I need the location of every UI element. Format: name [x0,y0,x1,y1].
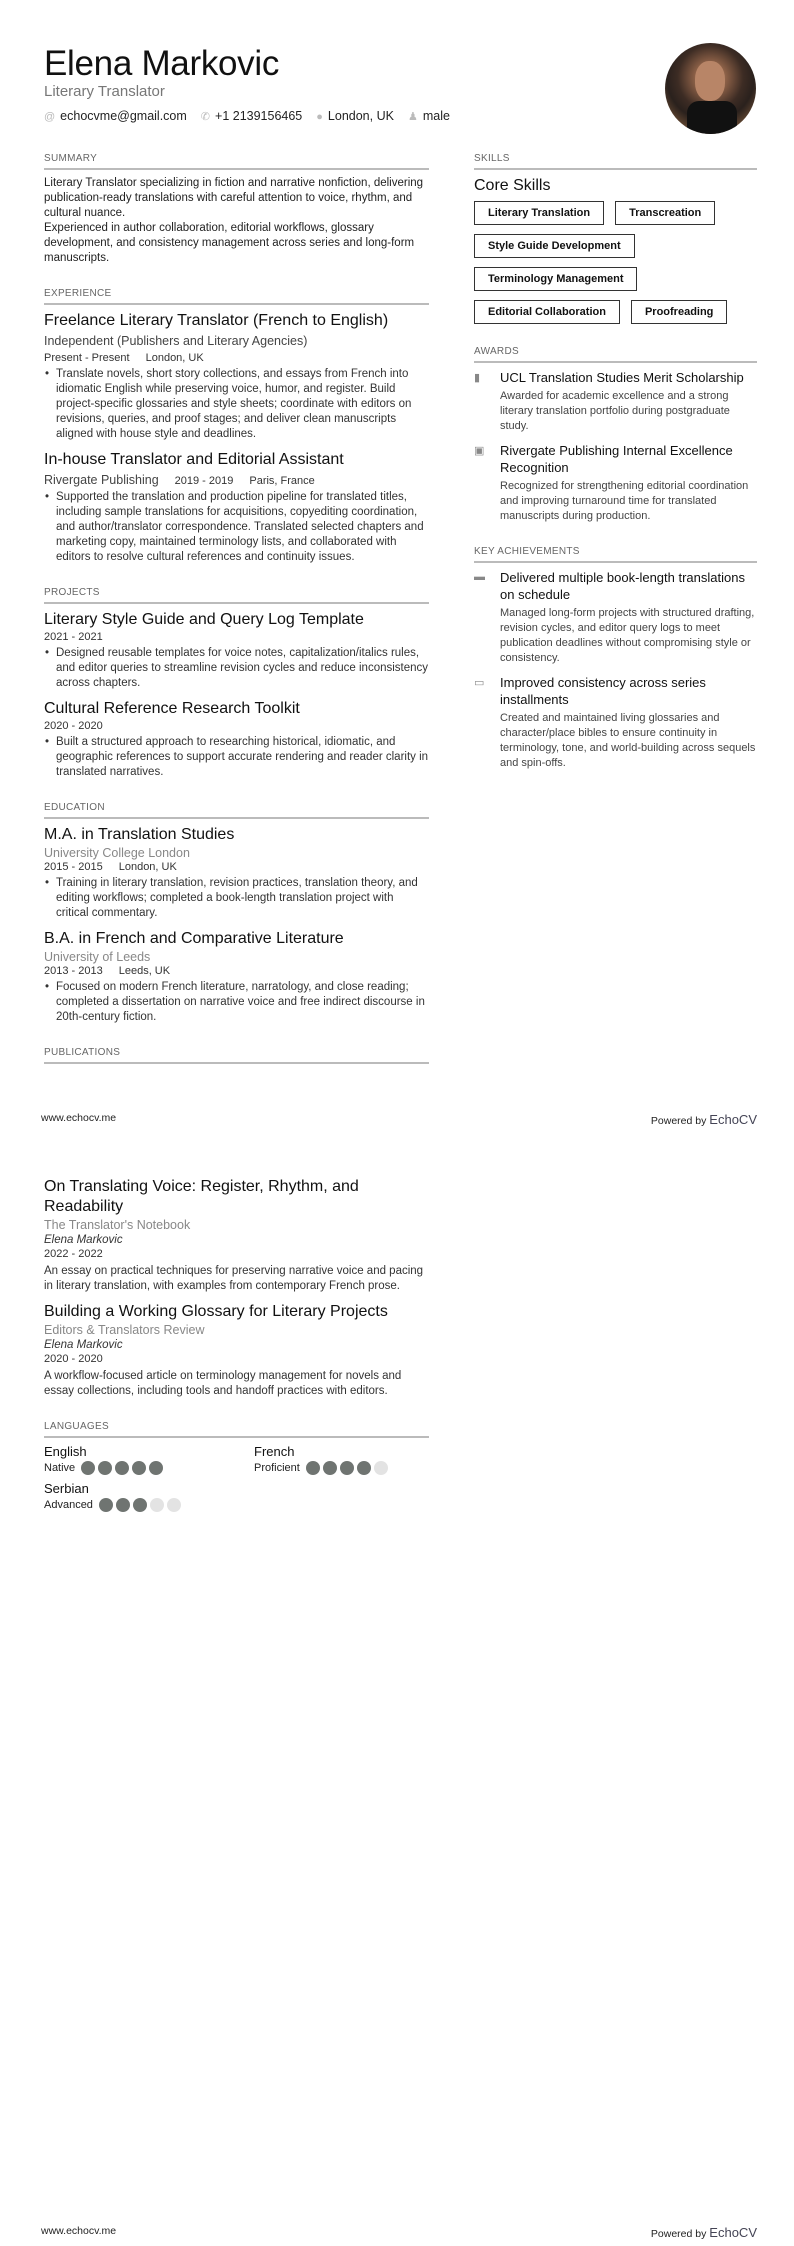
summary-section [44,153,429,266]
education-entry [44,929,429,1025]
entry-dates: 2013 - 2013 [44,965,103,977]
entry-title: Cultural Reference Research Toolkit [44,700,300,717]
achievements-section [474,546,757,771]
section-heading: SKILLS [474,153,757,170]
publication-author: Elena Markovic [44,1339,123,1351]
skills-group-title: Core Skills [474,177,551,194]
language-rating [81,1461,163,1475]
rating-dot [306,1461,320,1475]
publication-title: Building a Working Glossary for Literary Projects [44,1303,388,1320]
awards-section [474,346,757,524]
rating-dot [150,1498,164,1512]
language-item [254,1444,454,1475]
entry-degree: B.A. in French and Comparative Literature [44,930,344,947]
projects-section [44,587,429,780]
section-heading: KEY ACHIEVEMENTS [474,546,757,563]
publications-list [44,1177,429,1399]
experience-entry [44,450,429,565]
rating-dot [167,1498,181,1512]
entry-dates: 2022 - 2022 [44,1248,103,1260]
publication-description: A workflow-focused article on terminology management for novels and essay collections, including tools and handoff practices with editors. [44,1370,402,1397]
gender: male [422,109,450,123]
entry-bullet: • Translate novels, short story collections, and essays from French into idiomatic English while preserving voice, humor, and register. Build project-specific glossaries and style sheets; coordinate with editors on revisions, queries, and proof stages; and deliver clean manuscripts aligned with house style and deadlines. [44,367,429,442]
skill-chip: Style Guide Development [474,234,635,258]
rating-dot [115,1461,129,1475]
award-description: Awarded for academic excellence and a strong literary translation portfolio during postgraduate study. [500,390,730,432]
rating-dot [323,1461,337,1475]
language-name: Serbian [44,1481,89,1496]
battery-icon: ▭ [474,677,485,689]
rating-dot [116,1498,130,1512]
achievement-title: Delivered multiple book-length translations on schedule [500,570,745,602]
brand-logo[interactable]: EchoCV [709,1112,757,1127]
education-entry [44,825,429,921]
award-title: UCL Translation Studies Merit Scholarship [500,370,744,385]
project-entry [44,699,429,780]
publications-section [44,1047,429,1064]
entry-bullet: • Training in literary translation, revision practices, translation theory, and editing workflows; completed a book-length translation project with critical commentary. [44,876,429,921]
entry-bullet: • Focused on modern French literature, narratology, and close reading; completed a dissertation on narrative voice and free indirect discourse in 20th-century fiction. [44,980,429,1025]
entry-title: Literary Style Guide and Query Log Template [44,611,364,628]
email-icon: @ [44,111,56,123]
email[interactable]: echocvme@gmail.com [60,109,187,123]
experience-section [44,288,429,565]
language-name: French [254,1444,295,1459]
entry-dates: 2020 - 2020 [44,1353,103,1365]
chart-icon: ▣ [474,445,485,457]
language-item [44,1481,254,1512]
phone: +1 2139156465 [215,109,303,123]
entry-dates: 2015 - 2015 [44,861,103,873]
section-heading: EXPERIENCE [44,288,429,305]
award-item [474,442,757,524]
language-rating [306,1461,388,1475]
entry-title: In-house Translator and Editorial Assistant [44,451,344,468]
language-name: English [44,1444,87,1459]
location-icon: ● [316,111,323,123]
powered-by: Powered by [650,1115,707,1127]
entry-bullet: • Supported the translation and production pipeline for translated titles, including sample translations for acquisitions, copyediting coordination, and author/translator correspondence. Translated selected chapters and marketing copy, maintained terminology lists, and collaborated with editors to resolve cultural references and continuity issues. [44,490,429,565]
powered-by: Powered by [650,2228,707,2240]
skill-chip: Editorial Collaboration [474,300,620,324]
laptop-icon: ▬ [474,571,485,583]
document-icon: ▮ [474,372,481,384]
entry-location: London, UK [145,352,204,364]
entry-school: University College London [44,846,190,860]
profile-photo [665,43,756,134]
section-heading: EDUCATION [44,802,429,819]
rating-dot [133,1498,147,1512]
publication-entry [44,1302,429,1399]
entry-company: Rivergate Publishing [44,473,159,487]
language-level: Advanced [44,1499,93,1511]
publication-publisher: The Translator's Notebook [44,1218,191,1232]
entry-location: London, UK [118,861,177,873]
rating-dot [99,1498,113,1512]
contact-info [44,109,450,123]
experience-entry [44,311,429,442]
entry-degree: M.A. in Translation Studies [44,826,235,843]
publication-author: Elena Markovic [44,1234,123,1246]
publication-title: On Translating Voice: Register, Rhythm, and Readability [44,1178,359,1215]
entry-school: University of Leeds [44,950,151,964]
award-title: Rivergate Publishing Internal Excellence Recognition [500,443,733,475]
brand-logo[interactable]: EchoCV [709,2225,757,2240]
entry-company: Independent (Publishers and Literary Agencies) [44,334,308,348]
entry-location: Paris, France [249,475,315,487]
entry-dates: Present - Present [44,352,130,364]
job-title: Literary Translator [44,83,165,100]
page-footer [41,1112,757,1127]
footer-url[interactable]: www.echocv.me [41,2225,117,2237]
publication-description: An essay on practical techniques for preserving narrative voice and pacing in literary translation, with examples from contemporary French prose. [44,1265,424,1292]
skill-chip: Literary Translation [474,201,604,225]
section-heading: PUBLICATIONS [44,1047,429,1064]
left-column [44,153,429,1086]
section-heading: LANGUAGES [44,1421,429,1438]
page-2 [0,1135,794,2246]
rating-dot [374,1461,388,1475]
skills-list [474,201,757,324]
achievement-description: Created and maintained living glossaries and character/place bibles to ensure continuity in terminology, tone, and world-building across sequels and spin-offs. [500,712,756,769]
section-heading: PROJECTS [44,587,429,604]
footer-url[interactable]: www.echocv.me [41,1112,117,1124]
rating-dot [149,1461,163,1475]
language-level: Native [44,1462,76,1474]
languages-section [44,1421,429,1512]
award-description: Recognized for strengthening editorial coordination and improving turnaround time for translated manuscripts during production. [500,480,749,522]
entry-location: Leeds, UK [118,965,171,977]
skills-section [474,153,757,324]
publication-entry [44,1177,429,1294]
person-icon: ♟ [407,111,418,123]
entry-bullet: • Designed reusable templates for voice notes, capitalization/italics rules, and editor queries to streamline revision cycles and reduce inconsistency across chapters. [44,646,429,691]
rating-dot [357,1461,371,1475]
section-heading: AWARDS [474,346,757,363]
entry-bullet: • Built a structured approach to researching historical, idiomatic, and geographic references to support accurate rendering and reader clarity in translated narratives. [44,735,429,780]
entry-title: Freelance Literary Translator (French to English) [44,312,389,329]
location: London, UK [327,109,394,123]
rating-dot [81,1461,95,1475]
language-level: Proficient [254,1462,300,1474]
language-rating [99,1498,181,1512]
left-column [44,1177,429,1534]
rating-dot [98,1461,112,1475]
summary-text: Literary Translator specializing in fiction and narrative nonfiction, delivering publication-ready translations with careful attention to voice, rhythm, and cultural nuance. [44,177,424,219]
candidate-name: Elena Markovic [44,44,280,83]
achievement-description: Managed long-form projects with structured drafting, revision cycles, and editor query logs to meet publication deadlines without compromising style or consistency. [500,607,755,664]
languages-list [44,1444,429,1512]
project-entry [44,610,429,691]
rating-dot [340,1461,354,1475]
phone-icon: ✆ [200,111,211,123]
summary-text: Experienced in author collaboration, editorial workflows, glossary development, and consistency management across series and long-form manuscripts. [44,222,415,264]
publication-publisher: Editors & Translators Review [44,1323,205,1337]
award-item [474,369,757,434]
entry-dates: 2021 - 2021 [44,631,103,643]
entry-dates: 2020 - 2020 [44,720,103,732]
section-heading: SUMMARY [44,153,429,170]
skill-chip: Proofreading [631,300,727,324]
achievement-item [474,674,757,771]
language-item [44,1444,254,1475]
page-footer [41,2225,757,2240]
achievement-item [474,569,757,666]
achievement-title: Improved consistency across series installments [500,675,706,707]
education-section [44,802,429,1025]
entry-dates: 2019 - 2019 [174,475,234,487]
rating-dot [132,1461,146,1475]
skill-chip: Transcreation [615,201,715,225]
skill-chip: Terminology Management [474,267,637,291]
right-column [474,153,757,793]
